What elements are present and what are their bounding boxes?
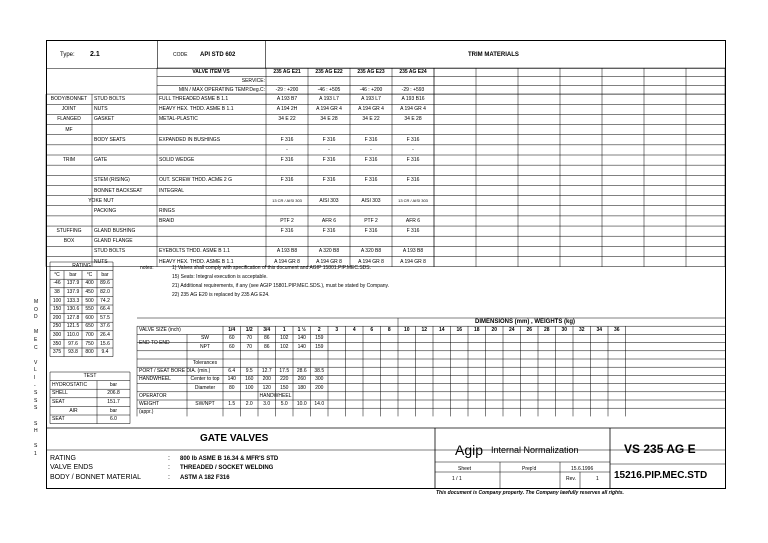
- material-value: [392, 125, 434, 135]
- side-letter: V: [34, 359, 38, 366]
- material-value: [308, 165, 350, 175]
- rating-cell: -46: [53, 280, 61, 287]
- npt-value: 60: [228, 343, 235, 350]
- rating-cell: 400: [85, 280, 94, 287]
- material-value: F 316: [406, 228, 420, 235]
- material-value: A 320 B8: [318, 248, 340, 255]
- sw-value: 159: [315, 335, 324, 342]
- diameter-value: 80: [228, 384, 235, 391]
- operator-value: HANDWHEEL: [259, 392, 292, 399]
- rating-cell: 127.8: [66, 314, 80, 321]
- part-group: YOKE NUT: [88, 197, 114, 204]
- size-header: 20: [491, 327, 498, 334]
- type-value: 2.1: [90, 51, 100, 58]
- column-header: 235 AG E24: [399, 69, 427, 76]
- weight-value: 1.5: [228, 401, 236, 408]
- rating-cell: 82.0: [100, 289, 110, 296]
- temp-label: MIN / MAX OPERATING TEMP.Deg.C:: [178, 86, 265, 93]
- material-value: [392, 206, 434, 216]
- end-to-end-label: END TO END: [139, 339, 170, 346]
- document-id: VS 235 AG E: [624, 442, 696, 456]
- material-value: A 194 GR 8: [316, 258, 342, 265]
- material-value: F 316: [280, 157, 294, 164]
- sw-label: SW: [200, 335, 210, 342]
- temp-cell: -29 : +200: [275, 86, 299, 93]
- material-value: [266, 236, 308, 246]
- service-cell: [350, 77, 392, 86]
- material-value: A 194 GR 8: [358, 258, 384, 265]
- temp-cell: -46 : +505: [317, 86, 341, 93]
- rating-cell: 38: [54, 289, 60, 296]
- center-to-top-value: 300: [315, 376, 324, 383]
- rating-cell: 137.9: [66, 280, 80, 287]
- sw-value: 60: [228, 335, 235, 342]
- part-name: STEM (RISING): [94, 177, 130, 184]
- part-name: STUD BOLTS: [94, 96, 126, 103]
- material-value: F 316: [322, 157, 336, 164]
- test-value: bar: [109, 381, 118, 388]
- material-value: PTF 2: [364, 217, 378, 224]
- part-description: OUT. SCREW THDD. ACME 2 G: [159, 177, 232, 184]
- test-label: HYDROSTATIC: [52, 381, 88, 388]
- side-letter: S: [34, 397, 38, 404]
- material-value: AFR 6: [405, 217, 421, 224]
- size-header: 28: [543, 327, 550, 334]
- colon: :: [168, 455, 170, 462]
- size-header: 1: [282, 327, 286, 334]
- rating-cell: 150: [52, 306, 62, 313]
- rating-cell: 37.6: [100, 323, 110, 330]
- port-value: 9.5: [245, 368, 253, 375]
- material-value: A 193 B8: [276, 248, 298, 255]
- side-letter: M: [34, 299, 39, 305]
- test-value: 206.8: [107, 390, 120, 397]
- sheet-label: Sheet: [458, 466, 472, 472]
- part-name: BODY SEATS: [94, 136, 126, 143]
- rating-header: °C: [86, 271, 93, 278]
- trim-materials-title: TRIM MATERIALS: [468, 52, 519, 58]
- rating-cell: 800: [85, 349, 94, 356]
- center-to-top-value: 260: [297, 376, 306, 383]
- rating-cell: 200: [52, 314, 62, 321]
- notes-label: notes:: [140, 265, 154, 271]
- npt-value: 159: [315, 343, 324, 350]
- type-label: Type:: [60, 52, 75, 58]
- npt-value: 102: [280, 343, 289, 350]
- center-to-top-value: 220: [280, 376, 289, 383]
- size-header: 1/4: [228, 327, 236, 334]
- internal-normalization: Internal Normalization: [491, 445, 579, 455]
- rating-title: RATING: [72, 263, 91, 270]
- material-value: F 316: [280, 136, 294, 143]
- prepd-label: Prep'd: [522, 466, 537, 472]
- material-value: AFR 6: [321, 217, 337, 224]
- rating-cell: 375: [52, 349, 62, 356]
- material-value: [350, 165, 392, 175]
- note-item: 22) 235 AG E20 is replaced by 235 AG E24.: [172, 292, 270, 298]
- rating-header: °C: [54, 271, 60, 278]
- property-note: This document is Company property. The Company lawfully reserves all rights.: [436, 490, 624, 496]
- service-cell: [392, 77, 434, 86]
- material-value: F 316: [280, 228, 294, 235]
- part-description: BRAID: [159, 217, 175, 224]
- side-letter: D: [34, 314, 38, 321]
- weight-value: 2.0: [245, 401, 253, 408]
- tolerances-label: Tolerances: [192, 360, 218, 367]
- material-value: A 194 GR 4: [316, 106, 342, 113]
- test-label: SEAT: [52, 416, 65, 423]
- note-item: 15) Seats: Integral execution is acceptable.: [172, 274, 268, 280]
- rating-cell: 600: [85, 314, 94, 321]
- test-value: 151.7: [107, 399, 120, 406]
- material-value: F 316: [322, 228, 336, 235]
- sw-value: 86: [263, 335, 270, 342]
- weight-value: 14.0: [314, 401, 325, 408]
- part-group: BODY/BONNET: [50, 96, 88, 103]
- side-letter: 1: [34, 451, 37, 457]
- material-value: [266, 165, 308, 175]
- rating-value: 800 lb ASME B 16.34 & MFR'S STD: [180, 456, 279, 462]
- test-label: SHELL: [52, 390, 68, 397]
- rating-cell: 15.6: [100, 340, 110, 347]
- side-letter: L: [34, 367, 37, 374]
- column-header: 235 AG E21: [273, 69, 301, 76]
- material-value: [350, 125, 392, 135]
- npt-value: 70: [246, 343, 253, 350]
- material-value: [308, 125, 350, 135]
- material-value: F 316: [322, 136, 336, 143]
- size-header: 2: [317, 327, 321, 334]
- appr-label: (appr.): [139, 409, 154, 416]
- weight-sub-label: SW/NPT: [195, 401, 215, 408]
- footer-title: GATE VALVES: [200, 433, 269, 444]
- material-value: [308, 236, 350, 246]
- material-value: -: [286, 146, 288, 153]
- material-value: 34 E 22: [362, 116, 380, 123]
- size-header: 34: [596, 327, 603, 334]
- part-description: RINGS: [159, 207, 175, 214]
- sw-value: 102: [280, 335, 289, 342]
- dimensions-title: DIMENSIONS (mm) , WEIGHTS (kg): [474, 319, 575, 326]
- code-label: CODE: [173, 52, 188, 58]
- material-value: AISI 303: [319, 197, 339, 204]
- port-value: 12.7: [261, 368, 272, 375]
- material-value: F 316: [322, 177, 336, 184]
- part-name: NUTS: [94, 106, 108, 113]
- rating-cell: 110.0: [66, 332, 80, 339]
- side-letter: S: [34, 405, 38, 412]
- sw-value: 70: [246, 335, 253, 342]
- center-to-top-value: 140: [227, 376, 236, 383]
- material-value: 13 CR / AISI 303: [398, 198, 428, 204]
- weight-value: 10.0: [296, 401, 307, 408]
- size-header: 8: [387, 327, 391, 334]
- rating-cell: 100: [52, 297, 62, 304]
- material-value: [392, 165, 434, 175]
- rating-cell: 350: [52, 340, 62, 347]
- center-to-top-value: 200: [262, 376, 271, 383]
- material-value: A 194 GR 8: [274, 258, 300, 265]
- material-value: AISI 303: [361, 197, 381, 204]
- port-value: 6.4: [228, 368, 236, 375]
- part-group: JOINT: [61, 106, 77, 113]
- rating-header: bar: [101, 271, 109, 278]
- size-header: 14: [438, 327, 445, 334]
- rating-cell: 57.5: [100, 314, 110, 321]
- side-letter: C: [34, 344, 38, 351]
- size-header: 3: [335, 327, 339, 334]
- side-letter: O: [34, 306, 38, 313]
- material-value: F 316: [280, 177, 294, 184]
- rating-label: RATING: [50, 455, 76, 462]
- npt-value: 86: [263, 343, 270, 350]
- size-header: 1/2: [245, 327, 253, 334]
- rating-cell: 121.5: [66, 323, 80, 330]
- side-letter: S: [34, 420, 38, 427]
- body-material-label: BODY / BONNET MATERIAL: [50, 474, 142, 481]
- npt-value: 140: [297, 343, 306, 350]
- size-header: 12: [421, 327, 428, 334]
- diameter-label: Diameter: [194, 384, 216, 391]
- material-value: F 316: [406, 157, 420, 164]
- diameter-value: 120: [262, 384, 271, 391]
- note-item: 1) Valves shall comply with specification of this document and AGIP 15801.PIP.MEC.SDS.: [172, 265, 371, 271]
- material-value: 13 CR / AISI 303: [272, 198, 302, 204]
- port-value: 38.5: [314, 368, 325, 375]
- port-label: PORT / SEAT BORE DIA. (min.): [139, 368, 211, 375]
- port-value: 17.5: [279, 368, 290, 375]
- valve-ends-label: VALVE ENDS: [50, 464, 93, 471]
- part-name: BONNET BACKSEAT: [94, 187, 143, 194]
- npt-label: NPT: [200, 343, 210, 350]
- diameter-value: 100: [245, 384, 254, 391]
- port-value: 28.6: [296, 368, 307, 375]
- material-value: F 316: [364, 136, 378, 143]
- note-item: 21) Additional requirements, if any (see AGIP 15801.PIP.MEC.SDS.), must be stated by Company.: [172, 283, 390, 289]
- body-material-value: ASTM A 182 F316: [180, 475, 230, 481]
- column-header: 235 AG E22: [315, 69, 343, 76]
- size-header: 4: [352, 327, 356, 334]
- valve-size-label: VALVE SIZE (inch): [139, 327, 181, 334]
- part-description: SOLID WEDGE: [159, 157, 195, 164]
- material-value: [350, 206, 392, 216]
- diameter-value: 180: [297, 384, 306, 391]
- rating-cell: 500: [85, 297, 94, 304]
- part-description: METAL-PLASTIC: [159, 116, 198, 123]
- side-letter: E: [34, 337, 38, 343]
- rating-cell: 750: [85, 340, 94, 347]
- service-label: SERVICE:: [241, 78, 265, 85]
- material-value: [350, 236, 392, 246]
- material-value: F 316: [364, 228, 378, 235]
- rating-cell: 250: [52, 323, 62, 330]
- temp-cell: -29 : +593: [401, 86, 425, 93]
- material-value: [392, 185, 434, 195]
- service-cell: [308, 77, 350, 86]
- material-value: 34 E 22: [278, 116, 296, 123]
- part-name: STUD BOLTS: [94, 248, 126, 255]
- material-value: A 194 2H: [276, 106, 298, 113]
- part-description: EXPANDED IN BUSHINGS: [159, 136, 221, 143]
- size-header: 3/4: [263, 327, 271, 334]
- material-value: [308, 185, 350, 195]
- material-value: PTF 2: [280, 217, 294, 224]
- diameter-value: 150: [280, 384, 289, 391]
- part-description: HEAVY HEX. THDD. ASME B 1.1: [159, 106, 234, 113]
- material-value: A 193 L7: [361, 96, 381, 103]
- material-value: A 193 B7: [276, 96, 298, 103]
- center-to-top-label: Center to top: [190, 376, 220, 383]
- part-name: GASKET: [94, 116, 115, 123]
- service-cell: [266, 77, 308, 86]
- size-header: 32: [578, 327, 585, 334]
- material-value: A 193 B16: [401, 96, 425, 103]
- material-value: [392, 236, 434, 246]
- rating-cell: 650: [85, 323, 94, 330]
- side-letter: S: [34, 390, 38, 397]
- rev-label: Rev.: [566, 476, 576, 482]
- part-name: NUTS: [94, 258, 108, 265]
- material-value: A 194 GR 4: [358, 106, 384, 113]
- material-value: F 316: [406, 136, 420, 143]
- size-header: 10: [403, 327, 410, 334]
- material-value: [266, 206, 308, 216]
- valve-item-label: VALVE ITEM VS: [192, 69, 230, 76]
- weight-value: 3.0: [263, 401, 271, 408]
- temp-cell: -46 : +200: [359, 86, 383, 93]
- side-letter: M: [34, 329, 39, 336]
- material-value: 34 E 28: [320, 116, 338, 123]
- material-value: [308, 206, 350, 216]
- date: 15.6.1996: [571, 466, 594, 472]
- agip-logo-text: Agip: [455, 442, 484, 458]
- material-value: A 193 B8: [402, 248, 424, 255]
- column-header: 235 AG E23: [357, 69, 385, 76]
- part-description: INTEGRAL: [159, 187, 185, 194]
- operator-label: OPERATOR: [139, 392, 167, 399]
- part-name: GLAND FLANGE: [94, 238, 133, 245]
- material-value: [266, 125, 308, 135]
- rating-cell: 130.6: [66, 306, 80, 313]
- size-header: 30: [561, 327, 568, 334]
- material-value: F 316: [406, 177, 420, 184]
- material-value: A 320 B8: [360, 248, 382, 255]
- side-letter: S: [34, 443, 38, 450]
- part-name: GATE: [94, 157, 108, 164]
- weight-value: 5.0: [280, 401, 288, 408]
- colon: :: [168, 464, 170, 471]
- rating-cell: 450: [85, 289, 94, 296]
- size-header: 16: [456, 327, 463, 334]
- side-letter: H: [34, 428, 38, 435]
- rating-cell: 93.8: [68, 349, 78, 356]
- part-description: EYEBOLTS THDD. ASME B 1.1: [159, 248, 230, 255]
- part-name: PACKING: [94, 207, 117, 214]
- part-description: HEAVY HEX. THDD. ASME B 1.1: [159, 258, 234, 265]
- material-value: -: [370, 146, 372, 153]
- size-header: 26: [526, 327, 533, 334]
- rating-cell: 97.6: [68, 340, 78, 347]
- test-label: SEAT: [52, 399, 65, 406]
- part-description: FULL THREADED ASME B 1.1: [159, 96, 229, 103]
- rating-cell: 550: [85, 306, 94, 313]
- test-value: 6.0: [110, 416, 117, 423]
- rating-cell: 26.4: [100, 332, 110, 339]
- rating-cell: 74.2: [100, 297, 110, 304]
- part-group: STUFFING: [56, 228, 82, 235]
- part-group: BOX: [63, 238, 75, 245]
- material-value: F 316: [364, 157, 378, 164]
- diameter-value: 200: [315, 384, 324, 391]
- size-header: 24: [508, 327, 515, 334]
- rev-value: 1: [596, 476, 599, 482]
- material-value: A 194 GR 8: [400, 258, 426, 265]
- handwheel-label: HANDWHEEL: [139, 376, 171, 383]
- valve-ends-value: THREADED / SOCKET WELDING: [180, 465, 274, 471]
- side-letter: -: [34, 382, 36, 389]
- size-header: 6: [370, 327, 374, 334]
- rating-cell: 300: [52, 332, 62, 339]
- weight-label: WEIGHT: [139, 401, 159, 408]
- center-to-top-value: 160: [245, 376, 254, 383]
- test-value: bar: [109, 407, 118, 414]
- material-value: -: [412, 146, 414, 153]
- part-group: TRIM: [62, 157, 76, 164]
- colon: :: [168, 474, 170, 481]
- rating-cell: 9.4: [101, 349, 109, 356]
- rating-cell: 133.3: [66, 297, 80, 304]
- material-value: A 194 GR 4: [400, 106, 426, 113]
- material-value: F 316: [364, 177, 378, 184]
- rating-cell: 89.6: [100, 280, 110, 287]
- material-value: A 193 L7: [319, 96, 339, 103]
- part-group: MF: [65, 126, 73, 133]
- size-header: 18: [473, 327, 480, 334]
- side-letter: I: [34, 375, 36, 381]
- size-header: 36: [613, 327, 620, 334]
- standard-code: 15216.PIP.MEC.STD: [614, 470, 708, 481]
- rating-cell: 66.4: [100, 306, 110, 313]
- test-title: TEST: [83, 373, 97, 380]
- code-value: API STD 602: [200, 52, 236, 58]
- part-name: GLAND BUSHING: [94, 228, 136, 235]
- material-value: [266, 185, 308, 195]
- test-label: AIR: [69, 407, 78, 414]
- sheet-value: 1 / 1: [452, 476, 462, 482]
- part-group: FLANGED: [57, 116, 81, 123]
- rating-header: bar: [69, 271, 77, 278]
- material-value: -: [328, 146, 330, 153]
- material-value: 34 E 28: [404, 116, 422, 123]
- rating-cell: 137.9: [66, 289, 80, 296]
- material-value: [350, 185, 392, 195]
- rating-cell: 700: [85, 332, 94, 339]
- sw-value: 140: [297, 335, 306, 342]
- size-header: 1 ½: [297, 327, 306, 334]
